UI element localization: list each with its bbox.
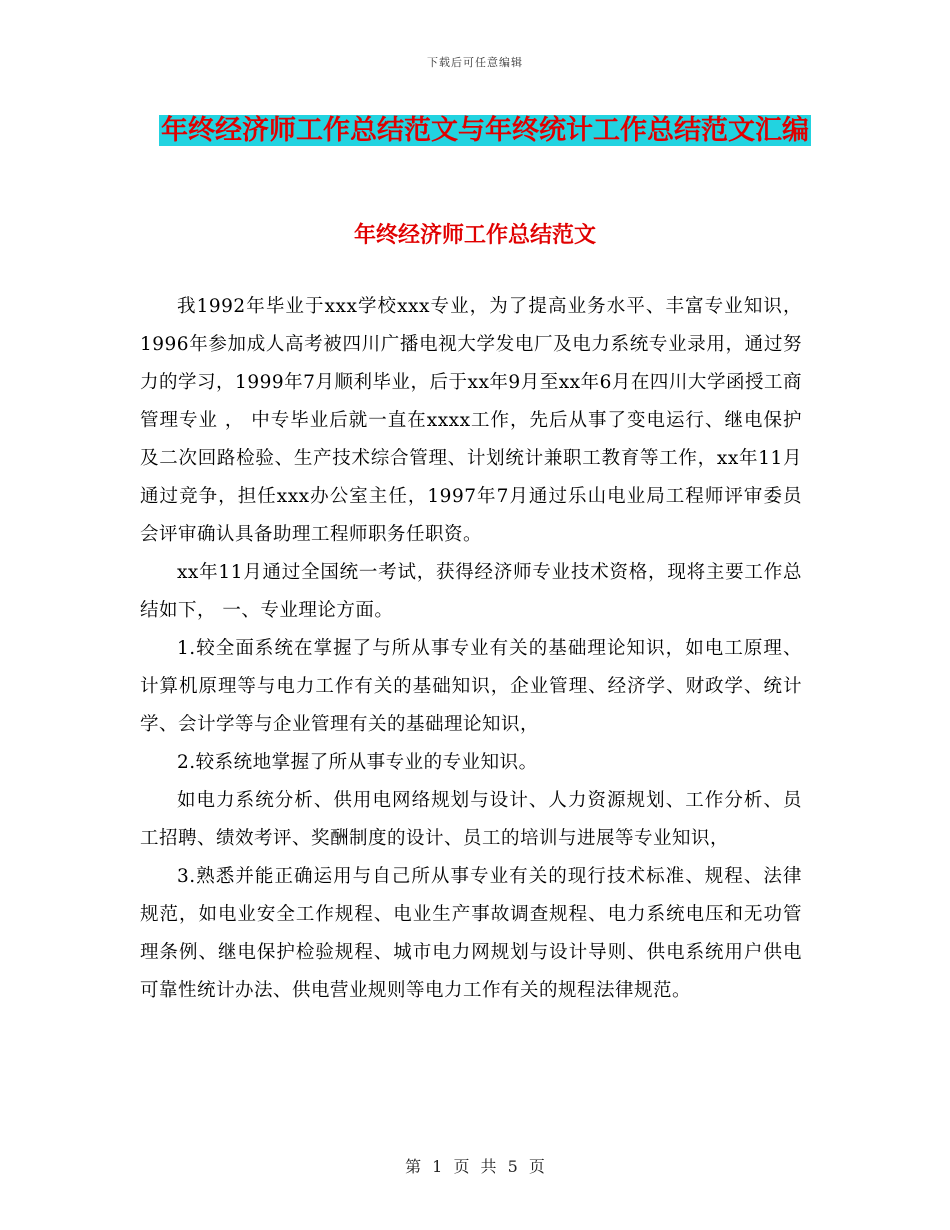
document-title xyxy=(140,108,830,154)
page-header-note: 下载后可任意编辑 xyxy=(427,56,523,69)
document-body xyxy=(140,288,802,1010)
document-title-text: 年终经济师工作总结范文与年终统计工作总结范文汇编 xyxy=(161,115,809,146)
paragraph: 我1992年毕业于xxx学校xxx专业，为了提高业务水平、丰富专业知识，1996年参加成人高考被四川广播电视大学发电厂及电力系统专业录用，通过努力的学习，1999年7月顺利毕业，后于xx年9月至xx年6月在四川大学函授工商管理专业 ， 中专毕业后就一直在xxxx工作，先后从事了变电运行、继电保护及二次回路检验、生产技术综合管理、计划统计兼职工教育等工作，xx年11月通过竞争，担任xxx办公室主任，1997年7月通过乐山电业局工程师评审委员会评审确认具备助理工程师职务任职资。 xyxy=(140,296,802,545)
paragraph: 1.较全面系统在掌握了与所从事专业有关的基础理论知识，如电工原理、计算机原理等与电力工作有关的基础知识，企业管理、经济学、财政学、统计学、会计学等与企业管理有关的基础理论知识， xyxy=(140,638,802,735)
paragraph: 2.较系统地掌握了所从事专业的专业知识。 xyxy=(177,752,538,773)
paragraph: 如电力系统分析、供用电网络规划与设计、人力资源规划、工作分析、员工招聘、绩效考评、奖酬制度的设计、员工的培训与进展等专业知识， xyxy=(140,790,802,849)
paragraph: xx年11月通过全国统一考试，获得经济师专业技术资格，现将主要工作总结如下， 一、专业理论方面。 xyxy=(140,562,802,621)
section-title: 年终经济师工作总结范文 xyxy=(353,223,596,248)
page-number-footer: 第 1 页 共 5 页 xyxy=(405,1157,545,1176)
paragraph: 3.熟悉并能正确运用与自己所从事专业有关的现行技术标准、规程、法律规范，如电业安全工作规程、电业生产事故调查规程、电力系统电压和无功管理条例、继电保护检验规程、城市电力网规划与设计导则、供电系统用户供电可靠性统计办法、供电营业规则等电力工作有关的规程法律规范。 xyxy=(140,866,802,1001)
